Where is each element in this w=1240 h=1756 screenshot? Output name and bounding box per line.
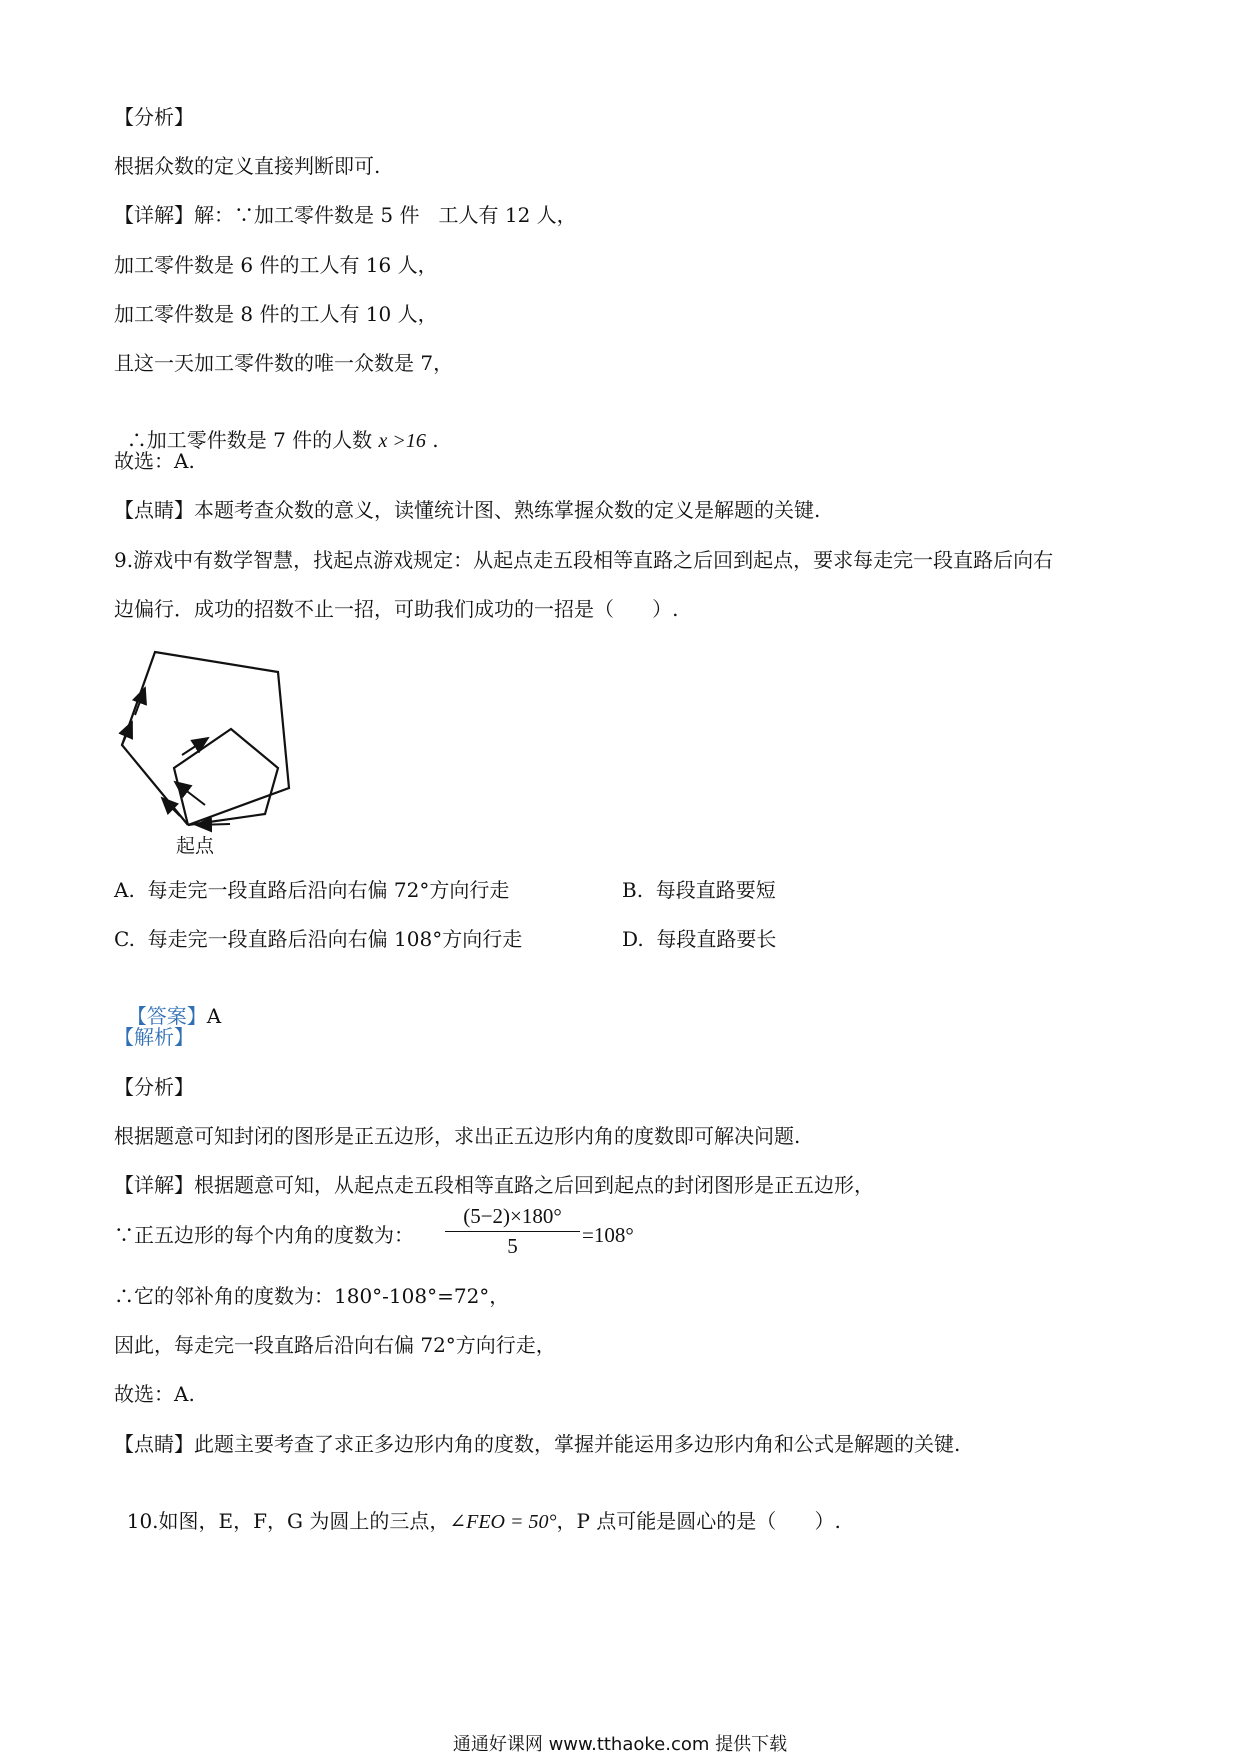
- option-b[interactable]: B. 每段直路要短: [622, 878, 776, 902]
- start-label: 起点: [176, 835, 215, 857]
- option-c[interactable]: C. 每走完一段直路后沿向右偏 108°方向行走: [114, 927, 523, 951]
- detail-line-2-4: 因此，每走完一段直路后沿向右偏 72°方向行走，: [114, 1333, 556, 1357]
- answer-line: [114, 974, 221, 1030]
- detail-line-2-3: ∴它的邻补角的度数为：180°-108°=72°，: [114, 1284, 510, 1308]
- detail-line-5-end: .: [425, 428, 439, 452]
- pentagon-path-figure: [110, 640, 310, 860]
- fraction-expression: [445, 1204, 580, 1259]
- answer-value: A: [206, 1004, 222, 1028]
- jiexi-heading: 【解析】: [114, 1025, 194, 1049]
- detail-line-2-2: ∵正五边形的每个内角的度数为：: [114, 1223, 414, 1247]
- question-9-line-1: 9.游戏中有数学智慧，找起点游戏规定：从起点走五段相等直路之后回到起点，要求每走完一段直路后向右: [114, 548, 1054, 572]
- remark-line-2: 【点睛】此题主要考查了求正多边形内角的度数，掌握并能运用多边形内角和公式是解题的关键.: [114, 1432, 961, 1456]
- question-10-text: 10.如图，E，F，G 为圆上的三点，: [126, 1509, 450, 1533]
- choose-line-2: 故选：A.: [114, 1382, 195, 1406]
- question-10: [114, 1479, 841, 1536]
- angle-expression: ∠FEO = 50°: [449, 1511, 557, 1533]
- option-d[interactable]: D. 每段直路要长: [622, 927, 777, 951]
- option-a[interactable]: A. 每走完一段直路后沿向右偏 72°方向行走: [114, 878, 510, 902]
- answer-tag: 【答案】: [126, 1004, 207, 1028]
- remark-line: 【点睛】本题考查众数的意义，读懂统计图、熟练掌握众数的定义是解题的关键.: [114, 498, 821, 522]
- detail-line-5-text: ∴加工零件数是 7 件的人数: [126, 428, 379, 452]
- choose-line: 故选：A.: [114, 449, 195, 473]
- detail-line-4: 且这一天加工零件数的唯一众数是 7，: [114, 351, 454, 375]
- fraction-numerator: (5−2)×180°: [445, 1204, 580, 1232]
- detail-line-2-1: 【详解】根据题意可知，从起点走五段相等直路之后回到起点的封闭图形是正五边形，: [114, 1173, 874, 1197]
- detail-line-2: 加工零件数是 6 件的工人有 16 人，: [114, 253, 438, 277]
- analysis-text: 根据众数的定义直接判断即可.: [114, 154, 381, 178]
- footer-watermark: 通通好课网 www.tthaoke.com 提供下载: [452, 1734, 788, 1755]
- arrow-left: [162, 798, 180, 816]
- inequality: x >16: [378, 430, 426, 452]
- analysis-text-2: 根据题意可知封闭的图形是正五边形，求出正五边形内角的度数即可解决问题.: [114, 1124, 801, 1148]
- detail-line-1: 【详解】解：∵加工零件数是 5 件 工人有 12 人，: [114, 203, 577, 227]
- question-10-end: ，P 点可能是圆心的是（ ）.: [556, 1509, 841, 1533]
- arrow-outer-2: [122, 722, 132, 745]
- arrow-bottom: [196, 824, 230, 825]
- analysis-heading: 【分析】: [114, 105, 194, 129]
- detail-line-3: 加工零件数是 8 件的工人有 10 人，: [114, 302, 438, 326]
- fraction-result: =108°: [582, 1223, 634, 1247]
- fraction-denominator: 5: [507, 1234, 518, 1258]
- question-9-line-2: 边偏行．成功的招数不止一招，可助我们成功的一招是（ ）.: [114, 597, 679, 621]
- analysis-heading-2: 【分析】: [114, 1075, 194, 1099]
